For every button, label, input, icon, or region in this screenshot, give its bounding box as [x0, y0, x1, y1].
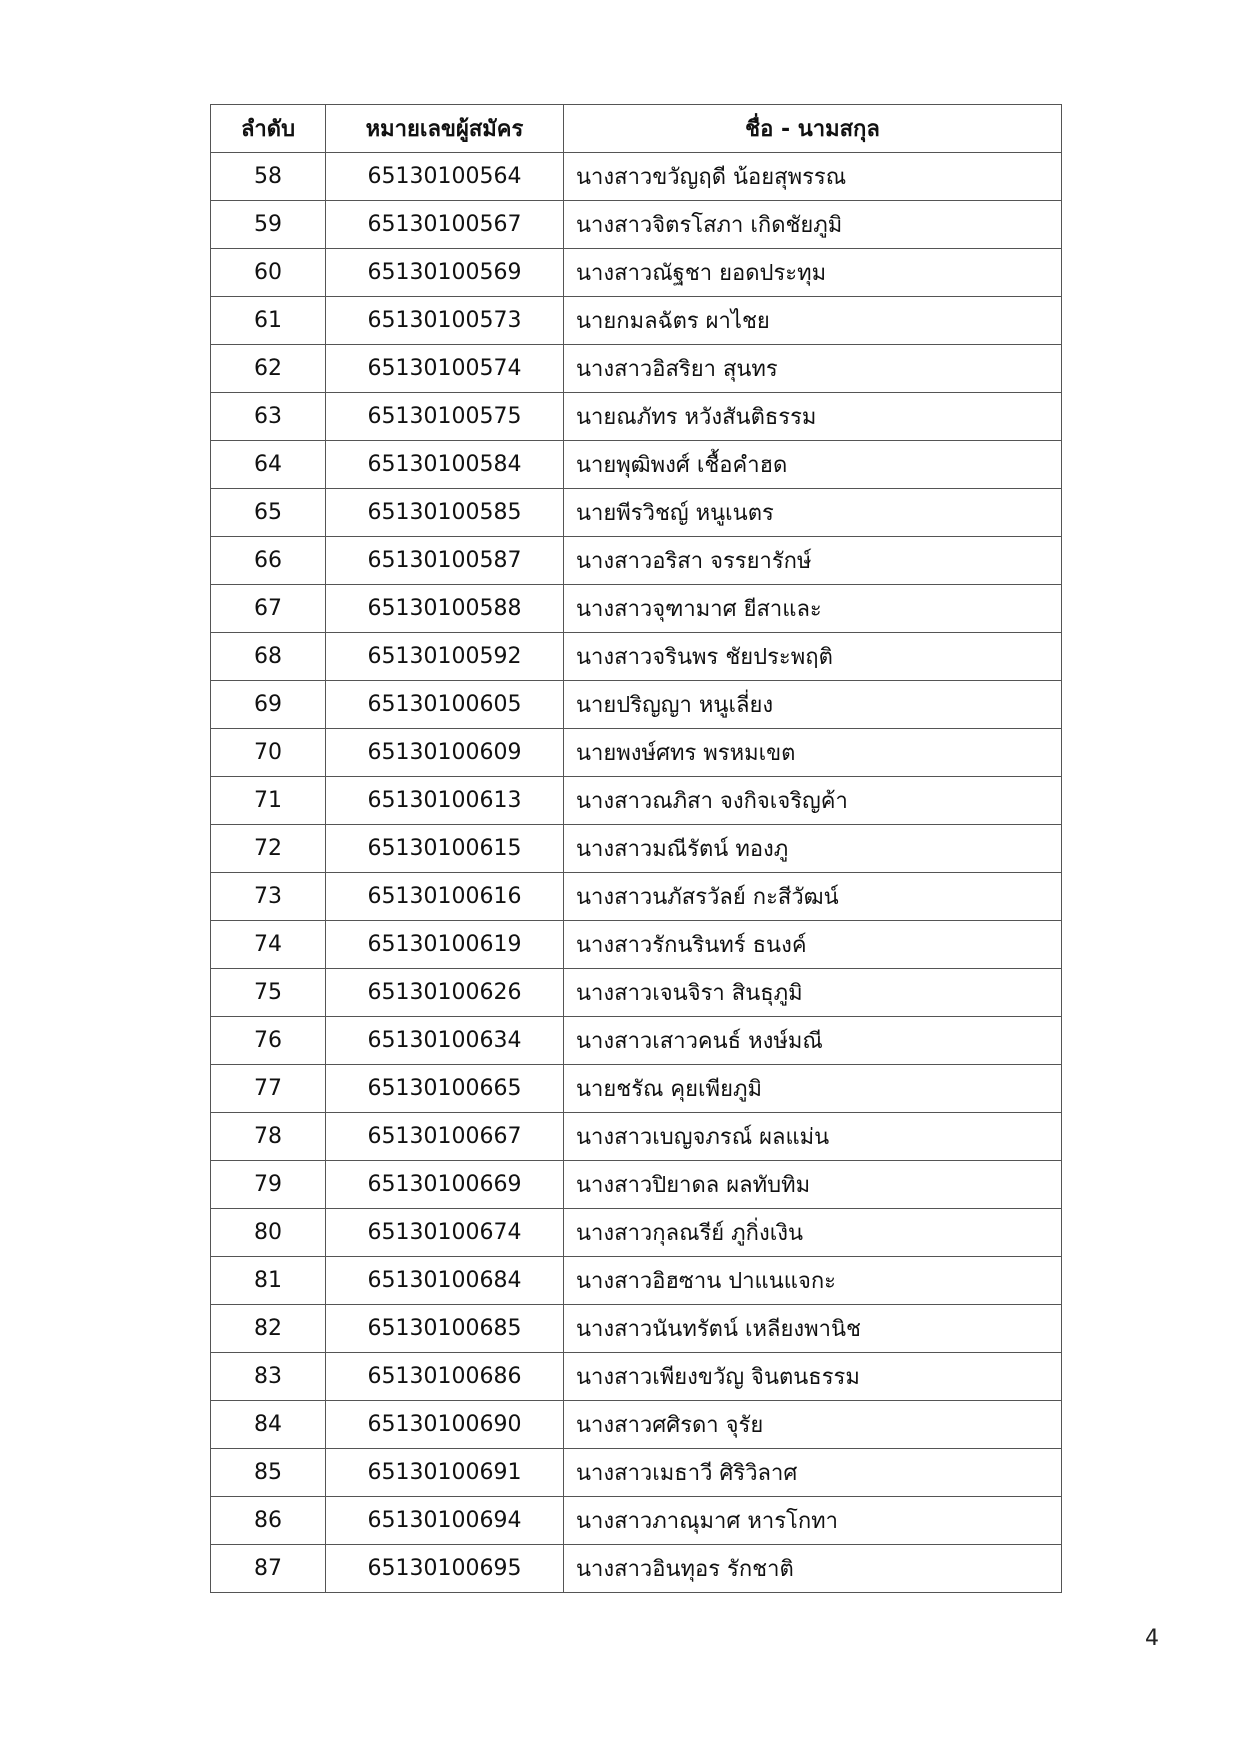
row-number: 66: [211, 537, 326, 585]
applicant-name: นางสาวเมธาวี ศิริวิลาศ: [564, 1449, 1062, 1497]
applicant-name: นายพุฒิพงศ์ เชื้อคำฮด: [564, 441, 1062, 489]
row-number: 61: [211, 297, 326, 345]
applicant-id: 65130100685: [326, 1305, 564, 1353]
header-applicant-id: หมายเลขผู้สมัคร: [326, 105, 564, 153]
row-number: 60: [211, 249, 326, 297]
table-row: [211, 1497, 1062, 1545]
applicant-name: นางสาวอินทุอร รักชาติ: [564, 1545, 1062, 1593]
applicant-id: 65130100694: [326, 1497, 564, 1545]
row-number: 80: [211, 1209, 326, 1257]
applicant-id: 65130100605: [326, 681, 564, 729]
row-number: 59: [211, 201, 326, 249]
row-number: 84: [211, 1401, 326, 1449]
applicant-id: 65130100569: [326, 249, 564, 297]
applicant-name: นางสาวอริสา จรรยารักษ์: [564, 537, 1062, 585]
applicant-id: 65130100613: [326, 777, 564, 825]
applicant-name: นางสาวปิยาดล ผลทับทิม: [564, 1161, 1062, 1209]
applicant-id: 65130100667: [326, 1113, 564, 1161]
applicant-id: 65130100619: [326, 921, 564, 969]
applicant-id: 65130100616: [326, 873, 564, 921]
applicant-id: 65130100585: [326, 489, 564, 537]
applicant-id: 65130100691: [326, 1449, 564, 1497]
table-row: [211, 153, 1062, 201]
applicant-id: 65130100634: [326, 1017, 564, 1065]
applicant-name: นางสาวเบญจภรณ์ ผลแม่น: [564, 1113, 1062, 1161]
row-number: 74: [211, 921, 326, 969]
applicant-id: 65130100615: [326, 825, 564, 873]
applicant-id: 65130100592: [326, 633, 564, 681]
row-number: 62: [211, 345, 326, 393]
table-row: [211, 1449, 1062, 1497]
table-row: [211, 1353, 1062, 1401]
row-number: 75: [211, 969, 326, 1017]
row-number: 83: [211, 1353, 326, 1401]
table-row: [211, 489, 1062, 537]
applicant-name: นางสาวอิสริยา สุนทร: [564, 345, 1062, 393]
applicant-name: นางสาวรักนรินทร์ ธนงค์: [564, 921, 1062, 969]
table-row: [211, 1305, 1062, 1353]
table-row: [211, 969, 1062, 1017]
table-row: [211, 921, 1062, 969]
applicant-name: นายณภัทร หวังสันติธรรม: [564, 393, 1062, 441]
row-number: 63: [211, 393, 326, 441]
applicant-name: นางสาวเพียงขวัญ จินตนธรรม: [564, 1353, 1062, 1401]
applicant-name: นางสาวอิฮซาน ปาแนแจกะ: [564, 1257, 1062, 1305]
applicant-id: 65130100695: [326, 1545, 564, 1593]
applicant-id: 65130100567: [326, 201, 564, 249]
applicant-table: [210, 104, 1062, 1593]
row-number: 77: [211, 1065, 326, 1113]
applicant-name: นางสาวจิตรโสภา เกิดชัยภูมิ: [564, 201, 1062, 249]
applicant-id: 65130100575: [326, 393, 564, 441]
applicant-name: นางสาวศศิรดา จุรัย: [564, 1401, 1062, 1449]
row-number: 79: [211, 1161, 326, 1209]
row-number: 64: [211, 441, 326, 489]
row-number: 86: [211, 1497, 326, 1545]
applicant-id: 65130100686: [326, 1353, 564, 1401]
row-number: 69: [211, 681, 326, 729]
page-number: 4: [1145, 1626, 1159, 1651]
table-row: [211, 441, 1062, 489]
table-row: [211, 585, 1062, 633]
row-number: 85: [211, 1449, 326, 1497]
row-number: 68: [211, 633, 326, 681]
table-row: [211, 297, 1062, 345]
applicant-name: นายชรัณ คุยเพียภูมิ: [564, 1065, 1062, 1113]
row-number: 82: [211, 1305, 326, 1353]
applicant-name: นางสาวจุฑามาศ ยีสาและ: [564, 585, 1062, 633]
row-number: 73: [211, 873, 326, 921]
applicant-name: นางสาวนันทรัตน์ เหลียงพานิช: [564, 1305, 1062, 1353]
header-full-name: ชื่อ - นามสกุล: [564, 105, 1062, 153]
row-number: 70: [211, 729, 326, 777]
row-number: 78: [211, 1113, 326, 1161]
applicant-name: นายพงษ์ศทร พรหมเขต: [564, 729, 1062, 777]
applicant-id: 65130100626: [326, 969, 564, 1017]
applicant-name: นายพีรวิชญ์ หนูเนตร: [564, 489, 1062, 537]
row-number: 87: [211, 1545, 326, 1593]
table-row: [211, 1209, 1062, 1257]
table-row: [211, 1401, 1062, 1449]
table-row: [211, 873, 1062, 921]
applicant-id: 65130100669: [326, 1161, 564, 1209]
applicant-id: 65130100584: [326, 441, 564, 489]
applicant-id: 65130100684: [326, 1257, 564, 1305]
header-no: ลำดับ: [211, 105, 326, 153]
applicant-name: นายปริญญา หนูเลี่ยง: [564, 681, 1062, 729]
table-row: [211, 393, 1062, 441]
applicant-id: 65130100690: [326, 1401, 564, 1449]
applicant-id: 65130100564: [326, 153, 564, 201]
row-number: 65: [211, 489, 326, 537]
table-row: [211, 729, 1062, 777]
applicant-name: นางสาวภาณุมาศ หารโกทา: [564, 1497, 1062, 1545]
table-row: [211, 633, 1062, 681]
applicant-id: 65130100573: [326, 297, 564, 345]
row-number: 76: [211, 1017, 326, 1065]
applicant-name: นางสาวจรินพร ชัยประพฤติ: [564, 633, 1062, 681]
table-row: [211, 345, 1062, 393]
table-row: [211, 1545, 1062, 1593]
table-row: [211, 681, 1062, 729]
applicant-id: 65130100674: [326, 1209, 564, 1257]
table-row: [211, 1017, 1062, 1065]
table-row: [211, 777, 1062, 825]
table-row: [211, 825, 1062, 873]
table-row: [211, 201, 1062, 249]
applicant-name: นางสาวกุลณรีย์ ภูกิ่งเงิน: [564, 1209, 1062, 1257]
applicant-id: 65130100665: [326, 1065, 564, 1113]
applicant-id: 65130100588: [326, 585, 564, 633]
table-row: [211, 249, 1062, 297]
applicant-id: 65130100587: [326, 537, 564, 585]
applicant-name: นางสาวเจนจิรา สินธุภูมิ: [564, 969, 1062, 1017]
row-number: 67: [211, 585, 326, 633]
row-number: 81: [211, 1257, 326, 1305]
applicant-name: นางสาวนภัสรวัลย์ กะสีวัฒน์: [564, 873, 1062, 921]
applicant-name: นางสาวมณีรัตน์ ทองภู: [564, 825, 1062, 873]
table-row: [211, 1113, 1062, 1161]
applicant-name: นางสาวณภิสา จงกิจเจริญค้า: [564, 777, 1062, 825]
applicant-id: 65130100574: [326, 345, 564, 393]
table-row: [211, 1161, 1062, 1209]
table-header-row: [211, 105, 1062, 153]
row-number: 58: [211, 153, 326, 201]
table-row: [211, 537, 1062, 585]
table-row: [211, 1065, 1062, 1113]
row-number: 72: [211, 825, 326, 873]
applicant-name: นางสาวขวัญฤดี น้อยสุพรรณ: [564, 153, 1062, 201]
applicant-name: นางสาวณัฐชา ยอดประทุม: [564, 249, 1062, 297]
applicant-name: นางสาวเสาวคนธ์ หงษ์มณี: [564, 1017, 1062, 1065]
applicant-id: 65130100609: [326, 729, 564, 777]
applicant-name: นายกมลฉัตร ผาไชย: [564, 297, 1062, 345]
row-number: 71: [211, 777, 326, 825]
table-row: [211, 1257, 1062, 1305]
